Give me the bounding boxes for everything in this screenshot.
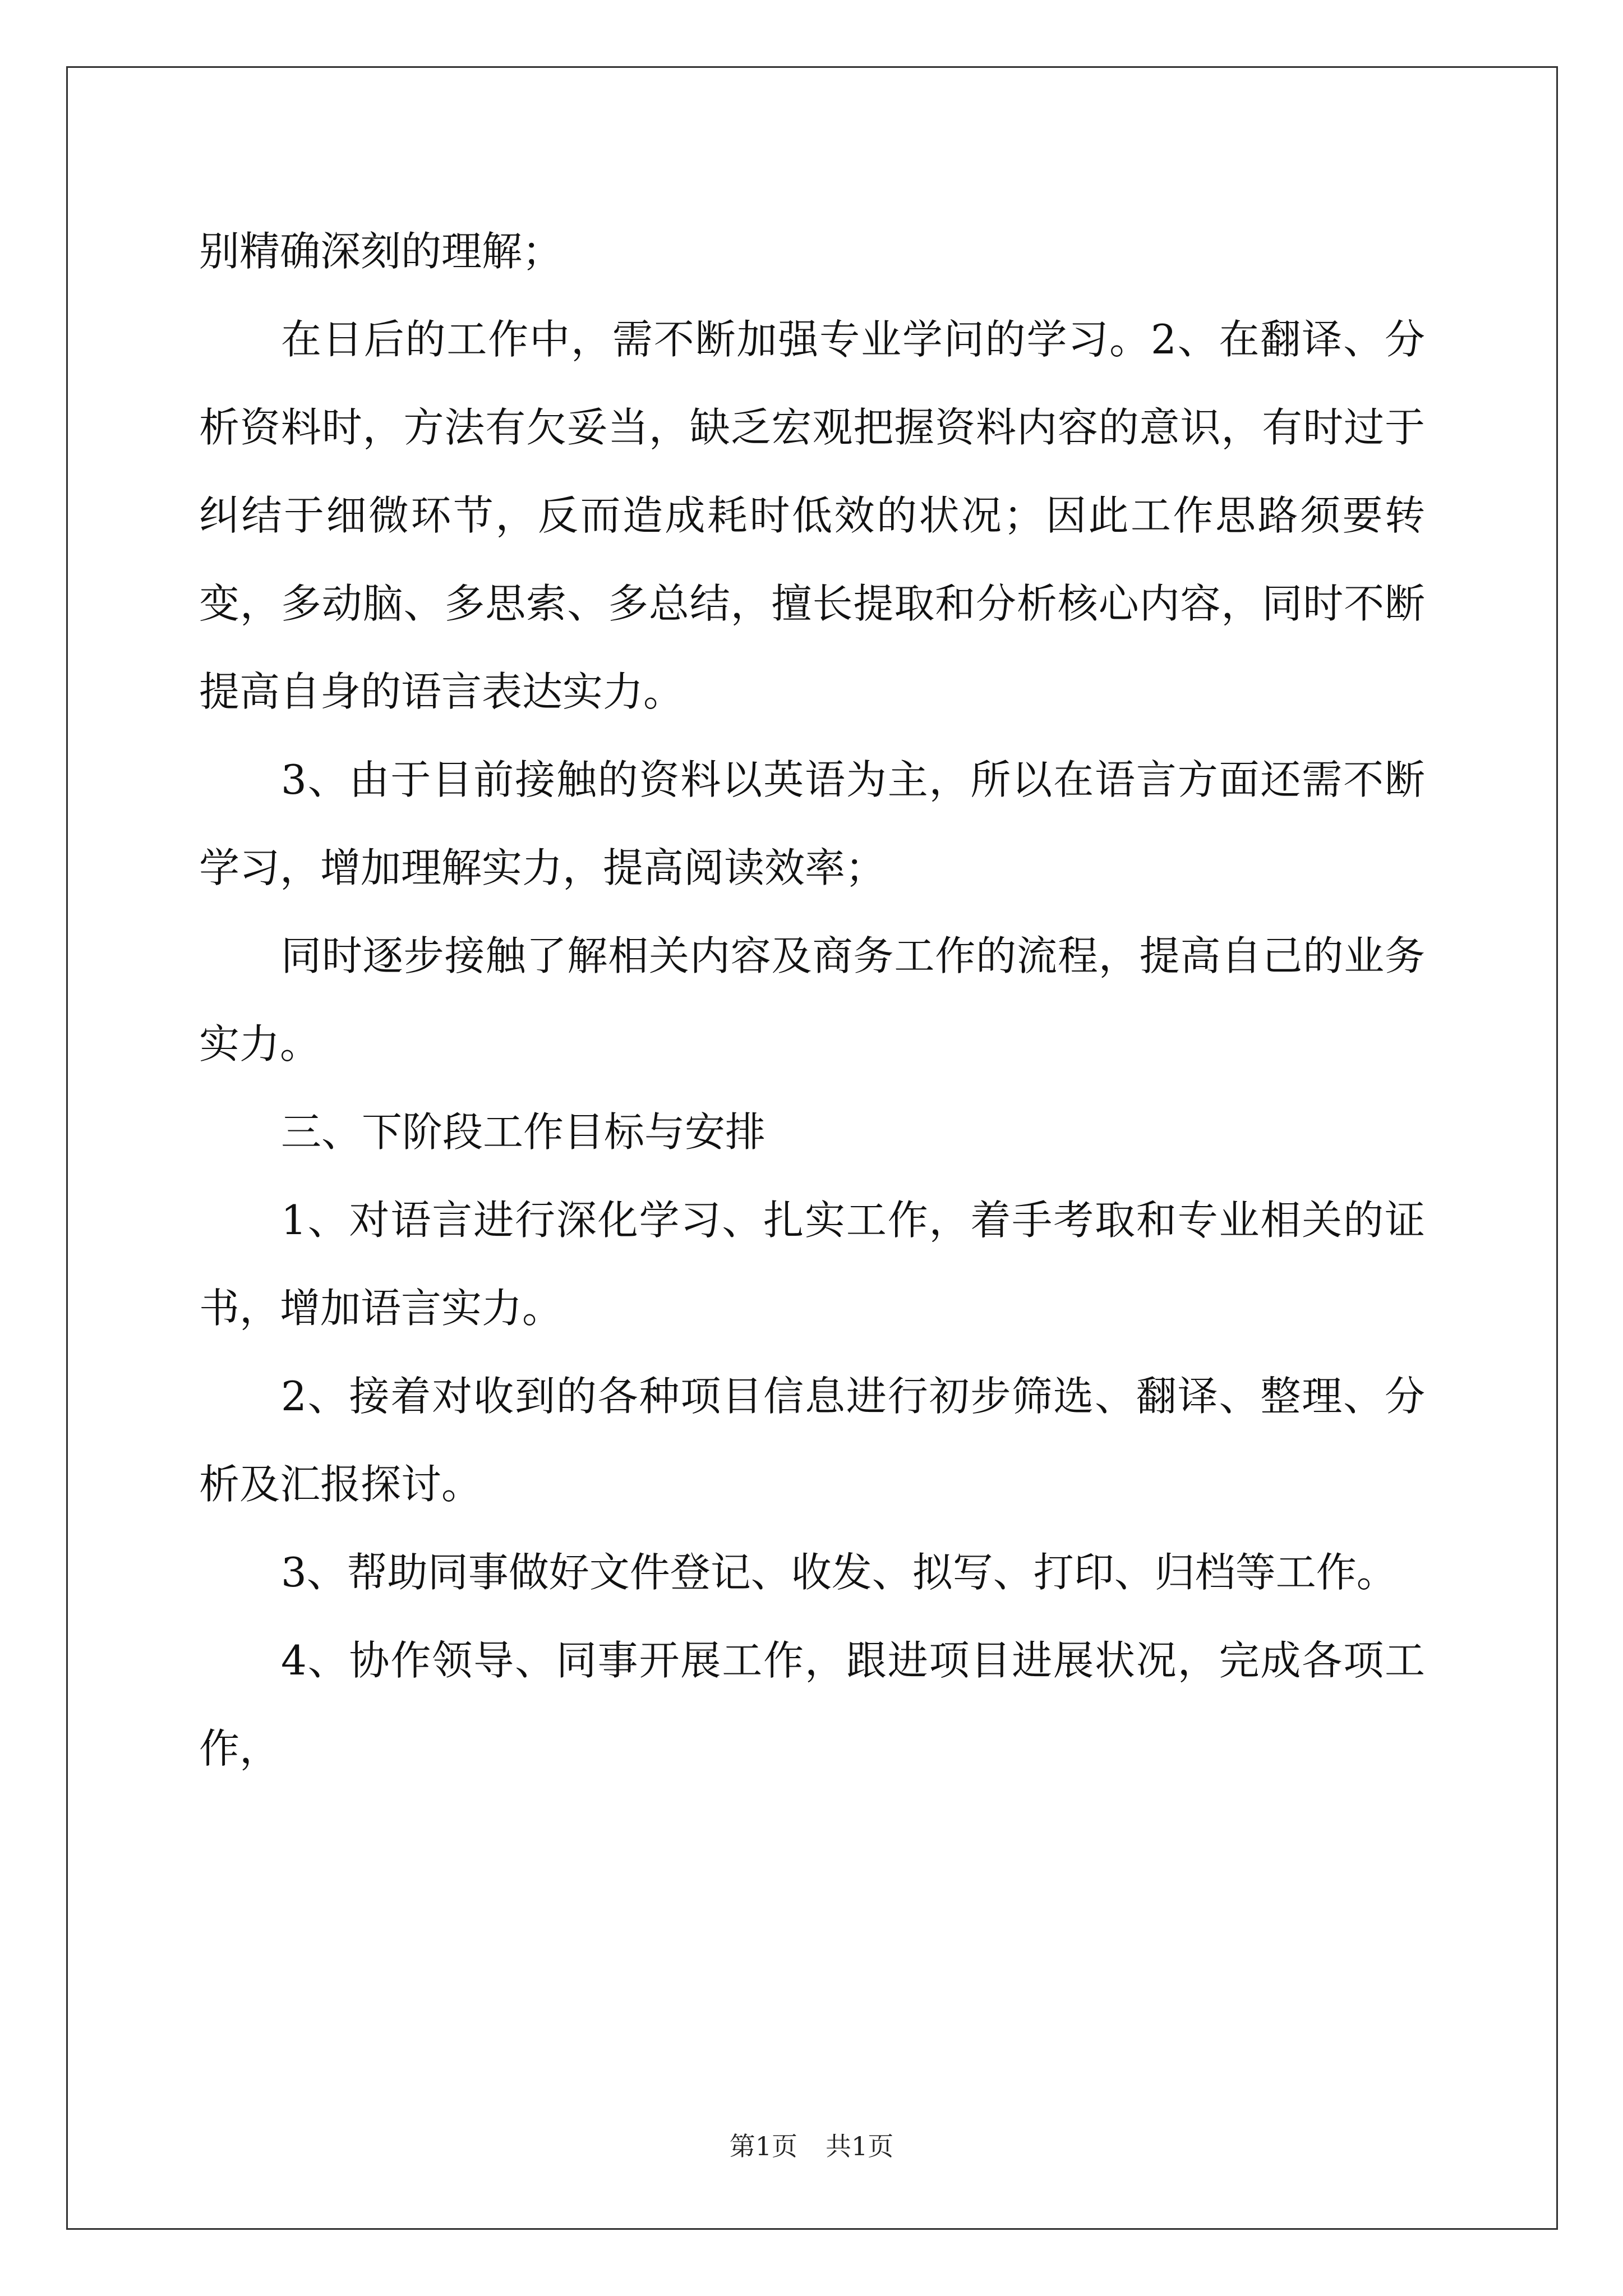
section-heading: 三、下阶段工作目标与安排 — [281, 1108, 766, 1156]
paragraph-1: 别精确深刻的理解； — [199, 228, 563, 275]
paragraph-2: 在日后的工作中，需不断加强专业学问的学习。2、在翻译、分析资料时，方法有欠妥当，缺乏宏观把握资料内容的意识，有时过于纠结于细微环节，反而造成耗时低效的状况；因此工作思路须要转变，多动脑、多思索、多总结，擅长提取和分析核心内容，同时不断提高自身的语言表达实力。 — [199, 316, 1425, 715]
page-footer — [0, 2126, 1623, 2163]
document-body — [199, 208, 1425, 1793]
paragraph-7: 2、接着对收到的各种项目信息进行初步筛选、翻译、整理、分析及汇报探讨。 — [199, 1373, 1425, 1508]
paragraph-8: 3、帮助同事做好文件登记、收发、拟写、打印、归档等工作。 — [281, 1549, 1397, 1596]
paragraph-6: 1、对语言进行深化学习、扎实工作，着手考取和专业相关的证书，增加语言实力。 — [199, 1197, 1425, 1332]
page-number: 第1页 — [729, 2131, 797, 2161]
page-total: 共1页 — [826, 2131, 894, 2161]
paragraph-4: 同时逐步接触了解相关内容及商务工作的流程，提高自己的业务实力。 — [199, 932, 1425, 1068]
paragraph-3: 3、由于目前接触的资料以英语为主，所以在语言方面还需不断学习，增加理解实力，提高阅读效率； — [199, 756, 1425, 891]
paragraph-9: 4、协作领导、同事开展工作，跟进项目进展状况，完成各项工作， — [199, 1637, 1425, 1772]
